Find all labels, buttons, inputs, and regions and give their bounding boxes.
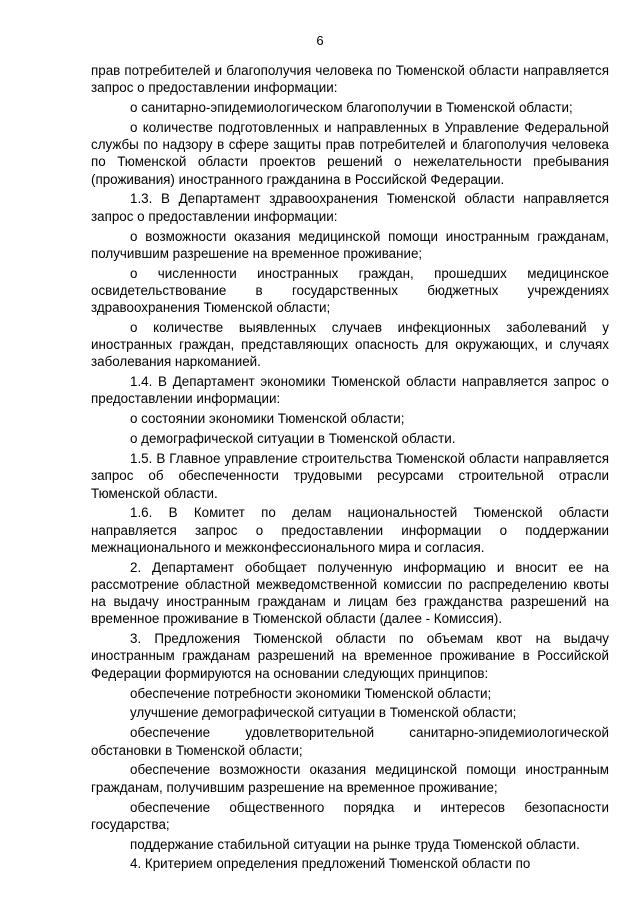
paragraph: о численности иностранных граждан, прошедших медицинское освидетельствование в государственных бюджетных учреждениях здравоохранения Тюменской области; [91,265,609,316]
paragraph: улучшение демографической ситуации в Тюменской области; [130,705,517,721]
paragraph: 1.3. В Департамент здравоохранения Тюменской области направляется запрос о предоставлении информации: [91,191,609,224]
paragraph: о количестве выявленных случаев инфекционных заболеваний у иностранных граждан, представляющих опасность для окружающих, и случаях заболевания наркоманией. [91,319,609,370]
page-number: 6 [316,33,324,48]
paragraph: о количестве подготовленных и направленных в Управление Федеральной службы по надзору в сфере защиты прав потребителей и благополучия человека по Тюменской области проектов решений о нежелательности пребывания (проживания) иностранного гражданина в Российской Федерации. [91,119,609,187]
paragraph: 4. Критерием определения предложений Тюменской области по [130,856,531,872]
paragraph: обеспечение удовлетворительной санитарно-эпидемиологической обстановки в Тюменской области; [91,725,609,758]
paragraph: о санитарно-эпидемиологическом благополучии в Тюменской области; [130,100,573,116]
paragraph: поддержание стабильной ситуации на рынке труда Тюменской области. [130,836,580,852]
paragraph: обеспечение возможности оказания медицинской помощи иностранным гражданам, получившим разрешение на временное проживание; [91,762,609,795]
paragraph: о состоянии экономики Тюменской области; [130,411,405,427]
paragraph: о возможности оказания медицинской помощи иностранным гражданам, получившим разрешение на временное проживание; [91,228,609,261]
paragraph: 1.5. В Главное управление строительства Тюменской области направляется запрос об обеспеченности трудовыми ресурсами строительной отрасли Тюменской области. [91,451,609,501]
paragraph: 2. Департамент обобщает полученную информацию и вносит ее на рассмотрение областной межведомственной комиссии по распределению квоты на выдачу иностранным гражданам и лицам без гражданства разрешений на временное проживание в Тюменской области (далее - Комиссия). [91,559,609,627]
paragraph: о демографической ситуации в Тюменской области. [130,431,456,447]
paragraph: 1.6. В Комитет по делам национальностей Тюменской области направляется запрос о предоставлении информации о поддержании межнационального и межконфессионального мира и согласия. [91,505,609,555]
paragraph: 1.4. В Департамент экономики Тюменской области направляется запрос о предоставлении информации: [91,374,609,407]
paragraph: обеспечение общественного порядка и интересов безопасности государства; [91,799,609,832]
paragraph: прав потребителей и благополучия человека по Тюменской области направляется запрос о предоставлении информации: [91,63,609,96]
document-body [91,62,609,875]
paragraph: 3. Предложения Тюменской области по объемам квот на выдачу иностранным гражданам разрешений на временное проживание в Российской Федерации формируются на основании следующих принципов: [91,631,609,681]
paragraph: обеспечение потребности экономики Тюменской области; [130,685,492,701]
